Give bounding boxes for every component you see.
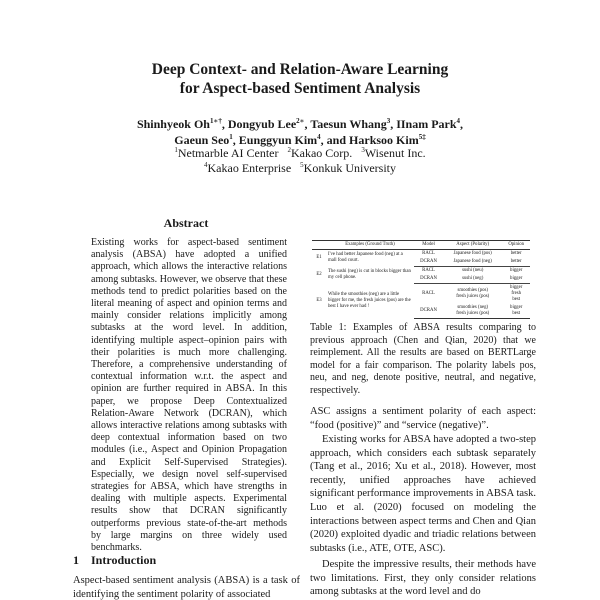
- example-sentence: I've had better Japanese food (neg) at a mall food court.: [328, 252, 403, 264]
- table-header: [312, 241, 326, 250]
- table-header-row: [312, 241, 530, 250]
- author-marker: 4: [317, 133, 321, 141]
- examples-table: [312, 240, 530, 319]
- section-number: 1: [73, 553, 79, 567]
- aspect-value: smoothies (pos): [457, 288, 488, 293]
- section-heading: [73, 553, 168, 568]
- body-paragraph: Despite the impressive results, their methods have two limitations. First, they only consider relations among subtasks at the word level and do: [310, 559, 536, 598]
- table-header: Aspect (Polarity): [443, 241, 502, 250]
- affil-marker: 4: [204, 160, 208, 169]
- example-id: E1: [316, 255, 322, 261]
- affil-marker: 1: [174, 146, 178, 154]
- affiliation: Kakao Enterprise: [207, 160, 292, 175]
- title-line-1: Deep Context- and Relation-Aware Learning: [151, 61, 449, 78]
- affil-marker: 3: [361, 146, 365, 154]
- author-name: IInam Park: [396, 117, 457, 131]
- aspect-cell: Japanese food (pos): [453, 251, 492, 256]
- example-id: E3: [316, 298, 322, 303]
- author-marker: 1: [229, 133, 233, 141]
- author-marker: 1∗†: [209, 117, 222, 125]
- example-id: E2: [316, 272, 322, 277]
- aspect-value: smoothies (neg): [457, 305, 489, 310]
- author-name: Shinhyeok Oh: [136, 117, 210, 131]
- opinion-value: best: [512, 311, 521, 316]
- affiliations: [0, 146, 600, 175]
- aspect-cell: sushi (neg): [443, 275, 502, 284]
- author-marker: 2∗: [296, 117, 305, 125]
- aspect-cell: Japanese food (neg): [443, 258, 502, 267]
- affiliation: Wisenut Inc.: [364, 146, 426, 160]
- author-name: Taesun Whang: [310, 117, 387, 131]
- section-title: Introduction: [91, 553, 157, 567]
- aspect-value: fresh juices (pos): [456, 294, 490, 299]
- affiliation: Konkuk University: [303, 160, 396, 175]
- author-conjunction: and: [326, 133, 347, 147]
- affil-marker: 2: [287, 146, 291, 154]
- aspect-cell: sushi (neu): [462, 268, 484, 273]
- model-cell: RACL: [422, 268, 435, 273]
- model-cell: RACL: [422, 291, 435, 296]
- model-cell: DCRAN: [414, 304, 443, 319]
- opinion-cell: [502, 284, 530, 305]
- author-marker: 4: [456, 117, 461, 125]
- author-name: Eunggyun Kim: [238, 133, 318, 147]
- author-name: Dongyub Lee: [227, 117, 297, 131]
- aspect-cell: [443, 304, 502, 319]
- intro-paragraph: Aspect-based sentiment analysis (ABSA) is a task of identifying the sentiment polarity of associated: [73, 575, 300, 600]
- affiliation: Kakao Corp.: [290, 146, 353, 160]
- table-caption: Table 1: Examples of ABSA results comparing to previous approach (Chen and Qian, 2020) that we reimplement. All the results are based on BERTLarge model for a fair comparison. The polarity labels pos, neu, and neg, denote positive, neutral, and negative, respectively.: [310, 322, 536, 396]
- table-header: Model: [414, 241, 443, 250]
- table-header: Opinion: [502, 241, 530, 250]
- affiliation: Netmarble AI Center: [177, 146, 279, 160]
- aspect-cell: [443, 284, 502, 305]
- table-row: [312, 284, 530, 305]
- author-marker: 3: [386, 117, 391, 125]
- opinion-value: best: [512, 297, 521, 302]
- author-name: Gaeun Seo: [174, 133, 230, 147]
- abstract-body: Existing works for aspect-based sentiment analysis (ABSA) have adopted a unified approach, which allows the interactive relations among subtasks. However, we observe that these methods tend to predict polarities based on the literal meaning of aspect and opinion terms and mainly consider relations implicitly among subtasks at the word level. In addition, identifying multiple aspect–opinion pairs with their polarities is much more challenging. Therefore, a comprehensive understanding of contextual information w.r.t. the aspect and opinion are further required in ABSA. In this paper, we propose Deep Contextualized Relation-Aware Network (DCRAN), which allows interactive relations among subtasks with deep contextual information based on two modules (i.e., Aspect and Opinion Propagation and Explicit Self-Supervised Strategies). Especially, we design novel self-supervised strategies for ABSA, which have strengths in dealing with multiple aspects. Experimental results show that DCRAN significantly outperforms previous state-of-the-art methods by large margins on three widely used benchmarks.: [91, 237, 287, 554]
- affil-marker: 5: [300, 160, 304, 169]
- opinion-cell: [502, 304, 530, 319]
- opinion-cell: bigger: [502, 275, 530, 284]
- author-marker: 5‡: [418, 133, 426, 141]
- opinion-cell: better: [502, 258, 530, 267]
- title-line-2: for Aspect-based Sentiment Analysis: [179, 80, 421, 97]
- opinion-value: bigger: [510, 305, 523, 310]
- table-header: Examples (Ground Truth): [326, 241, 414, 250]
- example-sentence: The sushi (neg) is cut in blocks bigger than my cell phone.: [328, 269, 411, 280]
- model-cell: RACL: [422, 251, 435, 256]
- paper-title: [0, 60, 600, 98]
- model-cell: DCRAN: [414, 275, 443, 284]
- author-name: Harksoo Kim: [349, 133, 419, 147]
- body-paragraph: Existing works for ABSA have adopted a two-step approach, which considers each subtask separately (Tang et al., 2016; Xu et al., 2018). However, most recently, unified approaches have achieved significant performance improvements in ABSA task. Luo et al. (2020) focused on modeling the interactions between aspect terms and Chen and Qian (2020) exploited dyadic and triadic relations between subtasks (i.e., ATE, OTE, ASC).: [310, 434, 536, 554]
- opinion-cell: better: [510, 251, 522, 256]
- body-paragraph: ASC assigns a sentiment polarity of each aspect: “food (positive)” and “service (negative)”.: [310, 406, 536, 431]
- opinion-cell: bigger: [510, 268, 523, 273]
- opinion-value: fresh: [511, 291, 521, 296]
- table-row: [312, 250, 530, 259]
- abstract-heading: Abstract: [163, 216, 209, 230]
- model-cell: DCRAN: [414, 258, 443, 267]
- table-row: [312, 267, 530, 276]
- author-list: Shinhyeok $Oh^{1∗\dagger}$, Dongyub Lee$^{2∗}$, Taesun Whang$^3$, IInam Park$^4$, Gaeun Seo$^1$, Eunggyun Kim$^4$, and Harksoo Kim$^{5\ddagger}$: [136, 117, 464, 147]
- opinion-value: bigger: [510, 285, 523, 290]
- aspect-value: fresh juices (pos): [456, 311, 490, 316]
- example-sentence: While the smoothies (neg) are a little bigger for me, the fresh juices (pos) are the best I have ever had !: [328, 292, 411, 309]
